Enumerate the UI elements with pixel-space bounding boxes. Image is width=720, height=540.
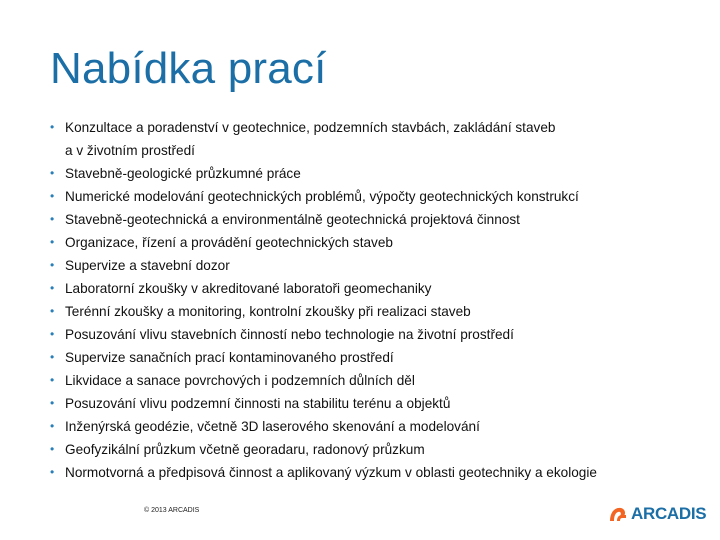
bullet-text: Supervize sanačních prací kontaminovaného prostředí xyxy=(65,350,394,365)
arcadis-logo xyxy=(608,504,706,524)
list-item xyxy=(48,461,708,484)
list-item xyxy=(48,392,708,415)
bullet-icon: • xyxy=(50,120,55,134)
bullet-icon: • xyxy=(50,281,55,295)
bullet-text-continuation: a v životním prostředí xyxy=(65,143,195,158)
bullet-text: Likvidace a sanace povrchových i podzemních důlních děl xyxy=(65,373,415,388)
bullet-icon: • xyxy=(50,373,55,387)
bullet-icon: • xyxy=(50,304,55,318)
list-item xyxy=(48,415,708,438)
bullet-text: Supervize a stavební dozor xyxy=(65,258,230,273)
logo-text: ARCADIS xyxy=(631,504,707,523)
bullet-text: Stavebně-geotechnická a environmentálně geotechnická projektová činnost xyxy=(65,212,520,227)
list-item xyxy=(48,438,708,461)
bullet-icon: • xyxy=(50,235,55,249)
list-item xyxy=(48,231,708,254)
bullet-icon: • xyxy=(50,442,55,456)
bullet-icon: • xyxy=(50,350,55,364)
bullet-icon: • xyxy=(50,189,55,203)
list-item xyxy=(48,300,708,323)
bullet-icon: • xyxy=(50,396,55,410)
list-item xyxy=(48,346,708,369)
bullet-text: Laboratorní zkoušky v akreditované laboratoři geomechaniky xyxy=(65,281,432,296)
bullet-icon: • xyxy=(50,419,55,433)
list-item xyxy=(48,277,708,300)
list-item xyxy=(48,323,708,346)
bullet-list xyxy=(48,116,708,484)
bullet-icon: • xyxy=(50,212,55,226)
bullet-text: Stavebně-geologické průzkumné práce xyxy=(65,166,301,181)
slide-title: Nabídka prací xyxy=(50,44,327,93)
bullet-text: Posuzování vlivu stavebních činností nebo technologie na životní prostředí xyxy=(65,327,514,342)
list-item xyxy=(48,369,708,392)
list-item xyxy=(48,254,708,277)
copyright-notice: © 2013 ARCADIS xyxy=(144,507,200,514)
list-item xyxy=(48,185,708,208)
bullet-icon: • xyxy=(50,166,55,180)
bullet-text: Organizace, řízení a provádění geotechnických staveb xyxy=(65,235,393,250)
bullet-text: Konzultace a poradenství v geotechnice, podzemních stavbách, zakládání staveb xyxy=(65,120,556,135)
bullet-icon: • xyxy=(50,465,55,479)
bullet-icon: • xyxy=(50,258,55,272)
list-item xyxy=(48,116,708,162)
list-item xyxy=(48,208,708,231)
bullet-text: Terénní zkoušky a monitoring, kontrolní zkoušky při realizaci staveb xyxy=(65,304,471,319)
bullet-icon: • xyxy=(50,327,55,341)
bullet-text: Normotvorná a předpisová činnost a aplikovaný výzkum v oblasti geotechniky a ekologie xyxy=(65,465,597,480)
bullet-text: Posuzování vlivu podzemní činnosti na stabilitu terénu a objektů xyxy=(65,396,451,411)
bullet-text: Numerické modelování geotechnických problémů, výpočty geotechnických konstrukcí xyxy=(65,189,579,204)
bullet-text: Inženýrská geodézie, včetně 3D laserového skenování a modelování xyxy=(65,419,480,434)
bullet-text: Geofyzikální průzkum včetně georadaru, radonový průzkum xyxy=(65,442,425,457)
arcadis-logo-icon xyxy=(608,505,628,523)
list-item xyxy=(48,162,708,185)
